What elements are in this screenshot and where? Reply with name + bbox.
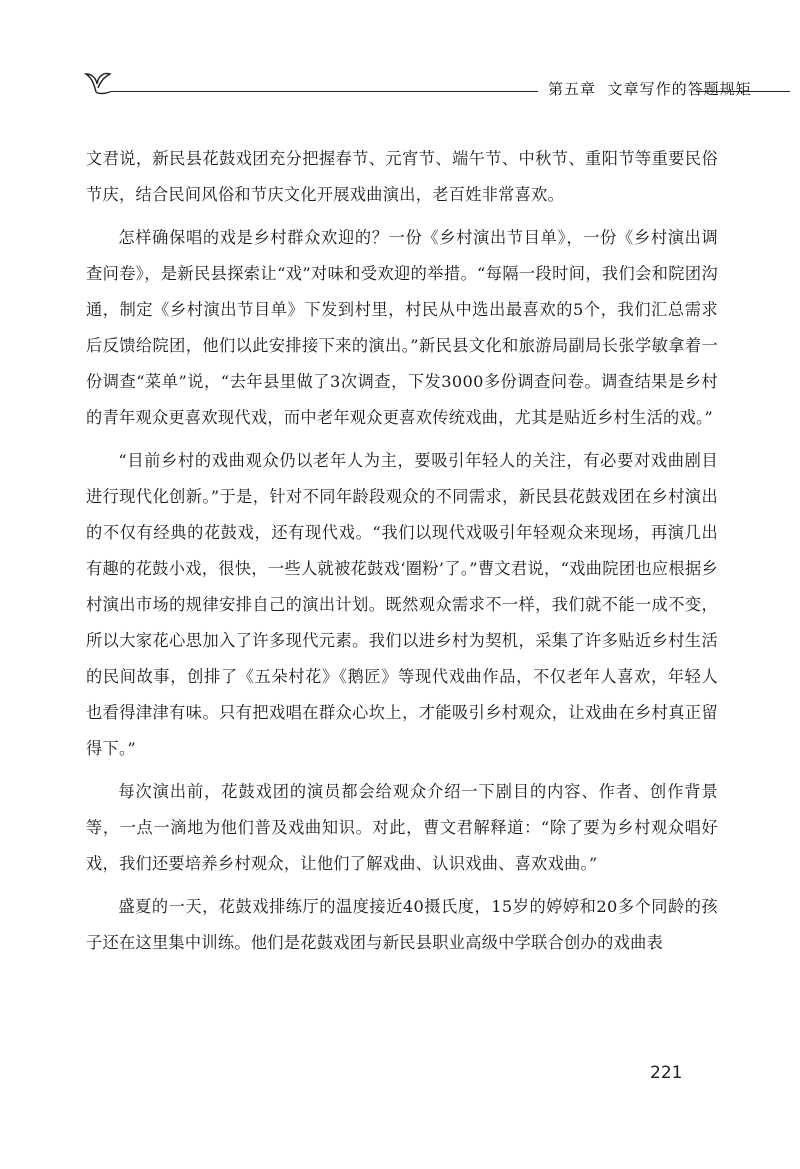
header-rule-left <box>110 91 538 92</box>
paragraph: “目前乡村的戏曲观众仍以老年人为主，要吸引年轻人的关注，有必要对戏曲剧目进行现代化创新。”于是，针对不同年龄段观众的不同需求，新民县花鼓戏团在乡村演出的不仅有经典的花鼓戏，还有现代戏。“我们以现代戏吸引年轻观众来现场，再演几出有趣的花鼓小戏，很快，一些人就被花鼓戏‘圈粉’了。”曹文君说，“戏曲院团也应根据乡村演出市场的规律安排自己的演出计划。既然观众需求不一样，我们就不能一成不变，所以大家花心思加入了许多现代元素。我们以进乡村为契机，采集了许多贴近乡村生活的民间故事，创排了《五朵村花》《鹅匠》等现代戏曲作品，不仅老年人喜欢，年轻人也看得津津有味。只有把戏唱在群众心坎上，才能吸引乡村观众，让戏曲在乡村真正留得下。” <box>86 451 718 758</box>
chapter-number: 第五章 <box>548 80 597 98</box>
paragraph: 文君说，新民县花鼓戏团充分把握春节、元宵节、端午节、中秋节、重阳节等重要民俗节庆，结合民间风俗和节庆文化开展戏曲演出，老百姓非常喜欢。 <box>86 149 718 204</box>
header-rule-right <box>696 91 790 92</box>
body-text <box>86 141 718 961</box>
paragraph: 怎样确保唱的戏是乡村群众欢迎的？一份《乡村演出节目单》，一份《乡村演出调查问卷》，是新民县探索让“戏”对味和受欢迎的举措。“每隔一段时间，我们会和院团沟通，制定《乡村演出节目单》下发到村里，村民从中选出最喜欢的5个，我们汇总需求后反馈给院团，他们以此安排接下来的演出。”新民县文化和旅游局副局长张学敏拿着一份调查“菜单”说，“去年县里做了3次调查，下发3000多份调查问卷。调查结果是乡村的青年观众更喜欢现代戏，而中老年观众更喜欢传统戏曲，尤其是贴近乡村生活的戏。” <box>86 228 718 427</box>
paragraph: 每次演出前，花鼓戏团的演员都会给观众介绍一下剧目的内容、作者、创作背景等，一点一滴地为他们普及戏曲知识。对此，曹文君解释道：“除了要为乡村观众唱好戏，我们还要培养乡村观众，让他们了解戏曲、认识戏曲、喜欢戏曲。” <box>86 782 718 873</box>
chapter-title: 文章写作的答题规矩 <box>607 80 752 98</box>
chapter-heading <box>548 78 752 99</box>
page-number: 221 <box>650 1063 683 1083</box>
running-header <box>82 66 790 100</box>
paragraph: 盛夏的一天，花鼓戏排练厅的温度接近40摄氏度，15岁的婷婷和20多个同龄的孩子还在这里集中训练。他们是花鼓戏团与新民县职业高级中学联合创办的戏曲表 <box>86 897 718 952</box>
sprout-ornament-icon <box>82 66 122 100</box>
